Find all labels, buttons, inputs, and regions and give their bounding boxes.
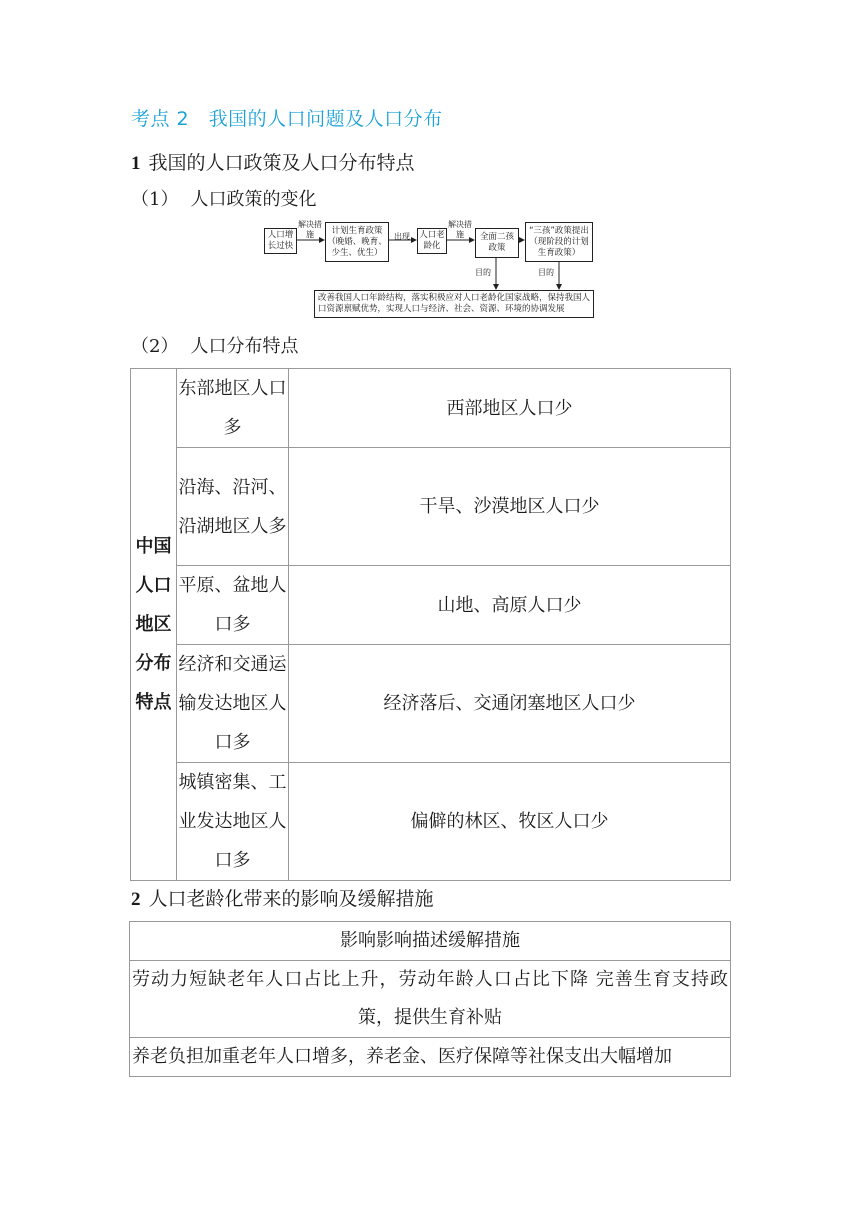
label-purpose-2: 目的 xyxy=(538,268,554,277)
aging-row-pension: 养老负担加重老年人口增多，养老金、医疗保障等社保支出大幅增加 xyxy=(130,1038,731,1077)
box-goal: 改善我国人口年龄结构，落实积极应对人口老龄化国家战略，保持我国人口资源禀赋优势，实现人口与经济、社会、资源、环境的协调发展 xyxy=(314,290,594,318)
subheading-2-text: 人口分布特点 xyxy=(190,336,299,357)
table-row xyxy=(130,922,731,961)
policy-diagram xyxy=(262,218,594,320)
aging-table xyxy=(129,921,731,1077)
box-family-planning: 计划生育政策（晚婚、晚育、少生、优生） xyxy=(325,222,389,262)
label-appear: 出现 xyxy=(394,232,410,241)
table-row xyxy=(130,1038,731,1077)
heading-1 xyxy=(131,148,415,175)
label-measure-2: 解决措施 xyxy=(448,220,472,239)
subheading-2 xyxy=(131,332,298,358)
label-purpose-1: 目的 xyxy=(475,268,491,277)
heading-1-text: 我国的人口政策及人口分布特点 xyxy=(148,152,415,174)
subheading-1-number: （1） xyxy=(131,189,179,210)
subheading-1 xyxy=(131,185,316,211)
less-cell: 经济落后、交通闭塞地区人口少 xyxy=(289,645,731,763)
table-row xyxy=(131,566,731,645)
label-measure-1: 解决措施 xyxy=(298,220,322,239)
table-row xyxy=(131,763,731,881)
aging-table-header: 影响影响描述缓解措施 xyxy=(130,922,731,961)
box-aging: 人口老龄化 xyxy=(417,228,447,254)
distribution-head: 中国人口地区分布特点 xyxy=(131,369,177,881)
more-cell: 平原、盆地人口多 xyxy=(177,566,289,645)
aging-row-labor: 劳动力短缺老年人口占比上升，劳动年龄人口占比下降 完善生育支持政策，提供生育补贴 xyxy=(130,961,731,1038)
section-title: 考点 2 我国的人口问题及人口分布 xyxy=(131,108,443,130)
distribution-table xyxy=(130,368,731,881)
subheading-1-text: 人口政策的变化 xyxy=(190,189,317,210)
box-three-child: “三孩”政策提出（现阶段的计划生育政策） xyxy=(525,222,593,262)
box-two-child: 全面二孩政策 xyxy=(475,228,519,258)
more-cell: 东部地区人口多 xyxy=(177,369,289,448)
heading-2-text: 人口老龄化带来的影响及缓解措施 xyxy=(148,888,434,910)
table-row xyxy=(131,448,731,566)
table-row xyxy=(131,369,731,448)
box-rapid-growth: 人口增长过快 xyxy=(264,228,297,254)
less-cell: 山地、高原人口少 xyxy=(289,566,731,645)
less-cell: 干旱、沙漠地区人口少 xyxy=(289,448,731,566)
heading-1-number: 1 xyxy=(131,153,141,174)
less-cell: 偏僻的林区、牧区人口少 xyxy=(289,763,731,881)
less-cell: 西部地区人口少 xyxy=(289,369,731,448)
more-cell: 城镇密集、工业发达地区人口多 xyxy=(177,763,289,881)
table-row xyxy=(130,961,731,1038)
subheading-2-number: （2） xyxy=(131,336,179,357)
more-cell: 沿海、沿河、沿湖地区人多 xyxy=(177,448,289,566)
heading-2-number: 2 xyxy=(131,889,141,910)
table-row xyxy=(131,645,731,763)
more-cell: 经济和交通运输发达地区人口多 xyxy=(177,645,289,763)
heading-2 xyxy=(131,884,434,911)
